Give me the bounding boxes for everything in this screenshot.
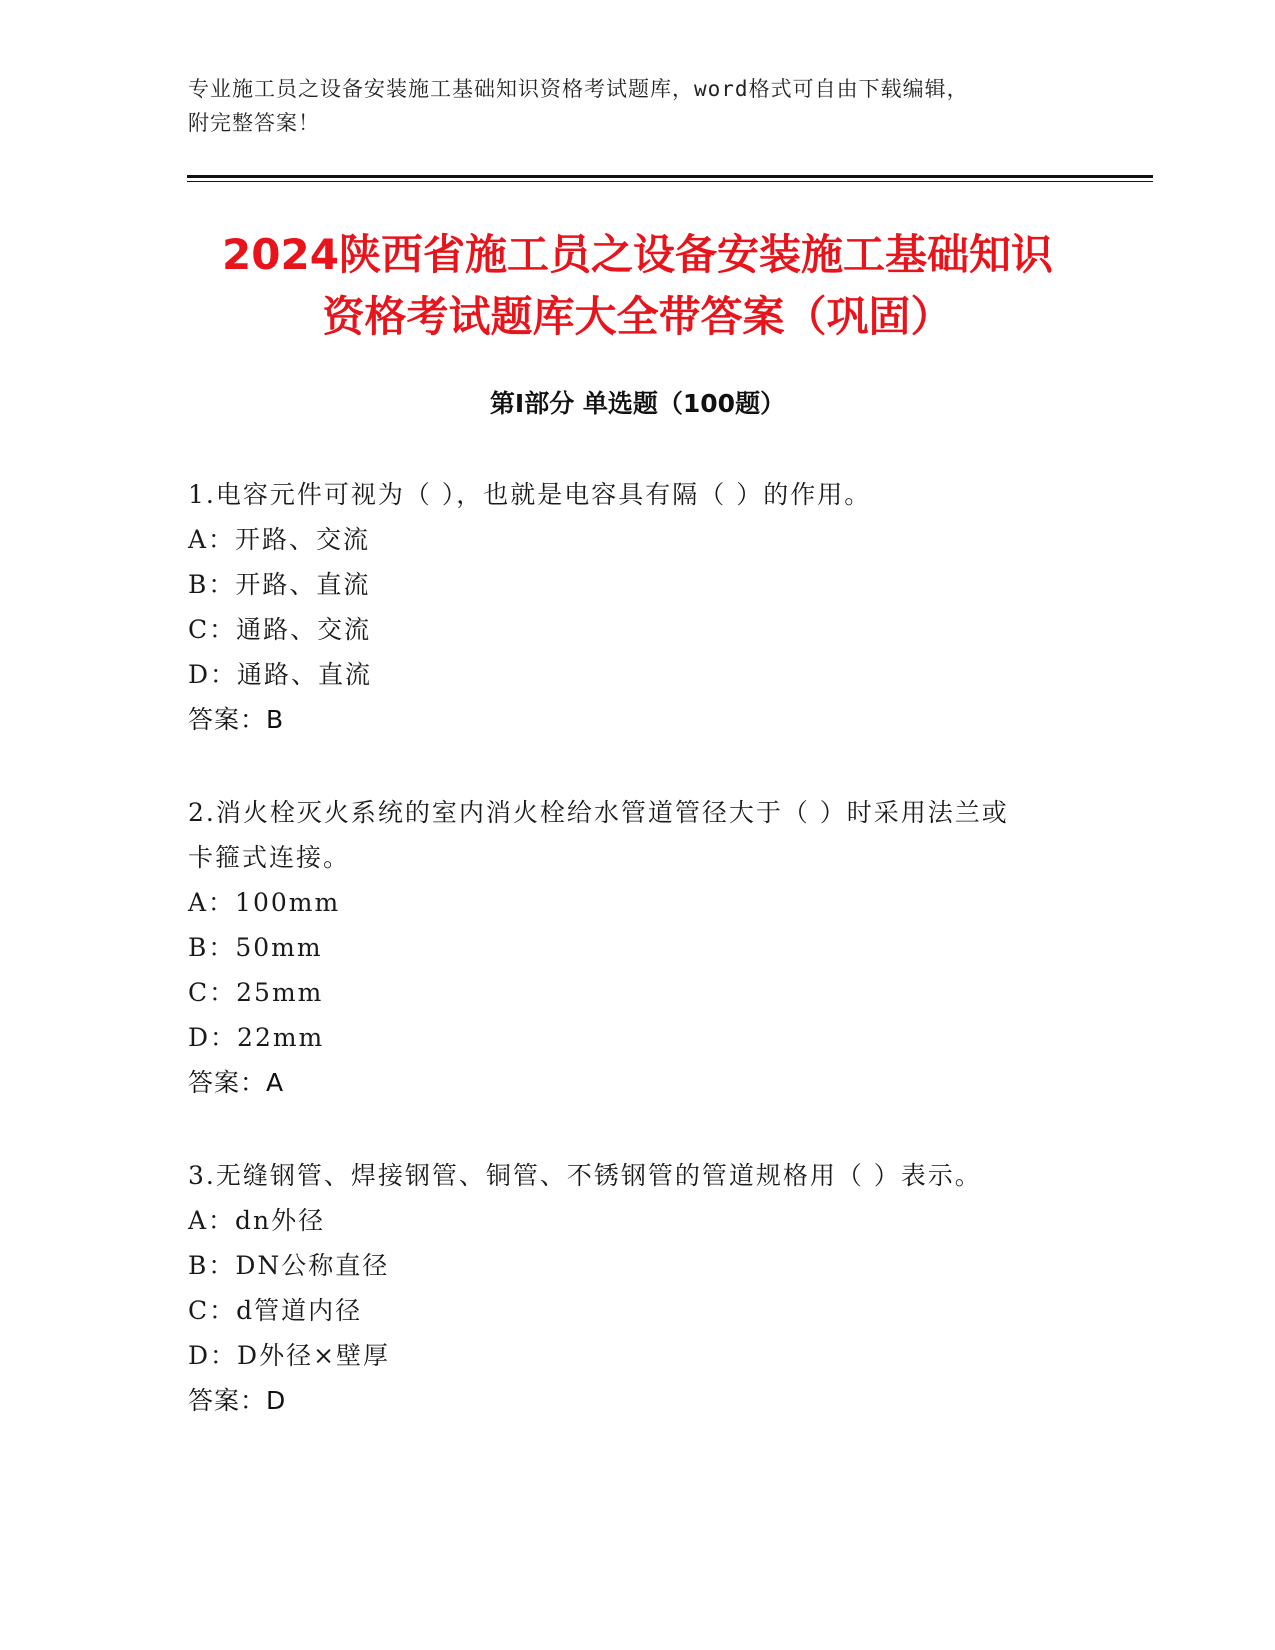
answer: 答案：A [188,1068,285,1097]
option-a: A：dn外径 [188,1206,326,1235]
question-1 [188,472,1068,742]
question-stem-line-2: 卡箍式连接。 [188,843,351,872]
option-d: D：D外径×壁厚 [188,1341,391,1370]
option-d: D：22mm [188,1023,325,1052]
question-stem-line-1: 2.消火栓灭火系统的室内消火栓给水管道管径大于（ ）时采用法兰或 [188,798,1009,827]
question-stem: 3.无缝钢管、焊接钢管、铜管、不锈钢管的管道规格用（ ）表示。 [188,1161,982,1190]
section-heading: 第Ⅰ部分 单选题（100题） [489,389,786,418]
document-title [150,224,1125,348]
option-c: C：25mm [188,978,324,1007]
header-note [188,72,1088,140]
question-3 [188,1153,1068,1423]
header-note-line-1: 专业施工员之设备安装施工基础知识资格考试题库，word格式可自由下载编辑， [188,77,969,101]
question-2 [188,790,1068,1105]
document-title-line-1: 2024陕西省施工员之设备安装施工基础知识 [222,230,1053,279]
answer: 答案：D [188,1386,287,1415]
option-c: C：d管道内径 [188,1296,363,1325]
answer: 答案：B [188,705,285,734]
header-rule-thin [187,181,1153,182]
option-c: C：通路、交流 [188,615,372,644]
option-d: D：通路、直流 [188,660,373,689]
document-title-line-2: 资格考试题库大全带答案（巩固） [322,292,953,341]
header-note-line-2: 附完整答案！ [188,111,320,135]
option-a: A：开路、交流 [188,525,371,554]
option-a: A：100mm [188,888,341,917]
option-b: B：DN公称直径 [188,1251,390,1280]
option-b: B：开路、直流 [188,570,371,599]
header-rule-thick [187,175,1153,178]
option-b: B：50mm [188,933,323,962]
question-stem: 1.电容元件可视为（ ），也就是电容具有隔（ ）的作用。 [188,480,872,509]
